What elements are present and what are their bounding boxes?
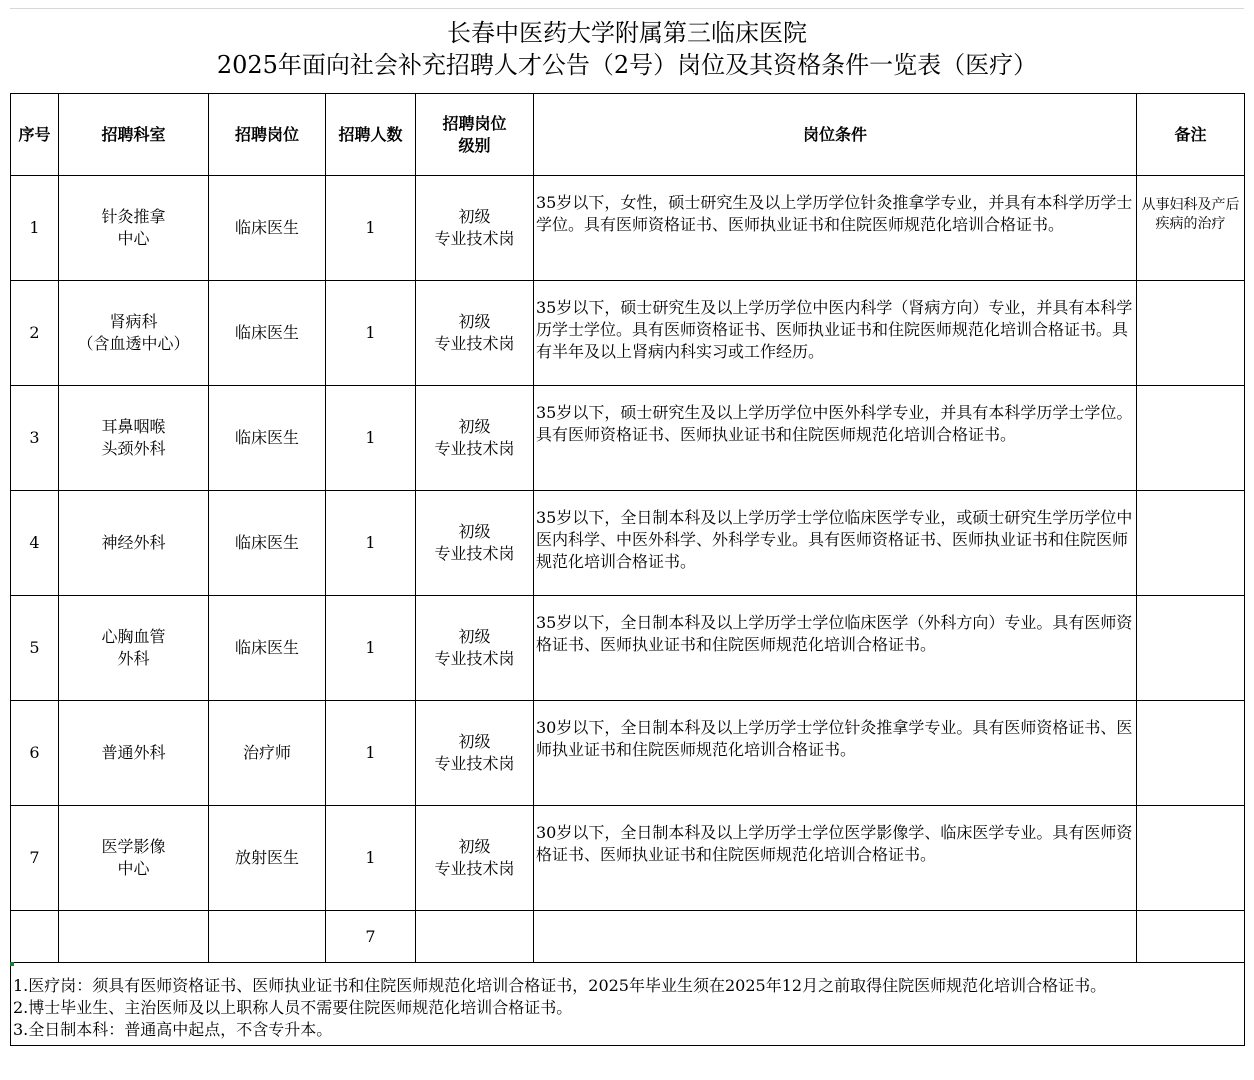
cell-level bbox=[416, 806, 534, 911]
level-line2: 专业技术岗 bbox=[434, 229, 515, 248]
dept-line1: 医学影像 bbox=[101, 837, 166, 856]
cell-conditions: 30岁以下，全日制本科及以上学历学士学位针灸推拿学专业。具有医师资格证书、医师执业证书和住院医师规范化培训合格证书。 bbox=[534, 701, 1137, 806]
cell-dept bbox=[59, 281, 209, 386]
total-count: 7 bbox=[326, 911, 416, 963]
notes-row bbox=[11, 963, 1245, 1046]
cell-level bbox=[416, 596, 534, 701]
cell-seq: 5 bbox=[11, 596, 59, 701]
cell-corner-marker bbox=[10, 962, 14, 966]
level-line1: 初级 bbox=[458, 522, 491, 541]
header-remark: 备注 bbox=[1137, 94, 1245, 176]
cell-remark bbox=[1137, 281, 1245, 386]
table-row bbox=[11, 806, 1245, 911]
note-3: 3.全日制本科：普通高中起点，不含专升本。 bbox=[13, 1020, 333, 1039]
cell-remark bbox=[1137, 596, 1245, 701]
table-row bbox=[11, 176, 1245, 281]
cell-level bbox=[416, 386, 534, 491]
cell-level bbox=[416, 701, 534, 806]
cell-count: 1 bbox=[326, 491, 416, 596]
table-row bbox=[11, 596, 1245, 701]
cell-count: 1 bbox=[326, 386, 416, 491]
cell-dept bbox=[59, 596, 209, 701]
level-line1: 初级 bbox=[458, 417, 491, 436]
cell-position: 治疗师 bbox=[209, 701, 326, 806]
level-line2: 专业技术岗 bbox=[434, 334, 515, 353]
dept-line1: 神经外科 bbox=[101, 533, 166, 552]
cell-count: 1 bbox=[326, 176, 416, 281]
total-cell-dept bbox=[59, 911, 209, 963]
cell-count: 1 bbox=[326, 806, 416, 911]
table-row bbox=[11, 701, 1245, 806]
level-line1: 初级 bbox=[458, 312, 491, 331]
cell-seq: 6 bbox=[11, 701, 59, 806]
table-row bbox=[11, 491, 1245, 596]
dept-line1: 心胸血管 bbox=[101, 627, 166, 646]
level-line2: 专业技术岗 bbox=[434, 439, 515, 458]
cell-seq: 2 bbox=[11, 281, 59, 386]
cell-conditions: 35岁以下，全日制本科及以上学历学士学位临床医学专业，或硕士研究生学历学位中医内科学、中医外科学、外科学专业。具有医师资格证书、医师执业证书和住院医师规范化培训合格证书。 bbox=[534, 491, 1137, 596]
title-line-1: 长春中医药大学附属第三临床医院 bbox=[447, 19, 807, 47]
header-level-line1: 招聘岗位 bbox=[442, 113, 507, 133]
cell-dept bbox=[59, 806, 209, 911]
dept-line2: （含血透中心） bbox=[77, 334, 190, 353]
header-row bbox=[11, 94, 1245, 176]
document-title bbox=[10, 8, 1244, 93]
cell-dept bbox=[59, 386, 209, 491]
header-dept: 招聘科室 bbox=[59, 94, 209, 176]
cell-remark bbox=[1137, 386, 1245, 491]
table-row bbox=[11, 281, 1245, 386]
cell-position: 临床医生 bbox=[209, 596, 326, 701]
notes-cell bbox=[11, 963, 1245, 1046]
cell-level bbox=[416, 176, 534, 281]
cell-conditions: 35岁以下，硕士研究生及以上学历学位中医外科学专业，并具有本科学历学士学位。具有医师资格证书、医师执业证书和住院医师规范化培训合格证书。 bbox=[534, 386, 1137, 491]
level-line1: 初级 bbox=[458, 837, 491, 856]
cell-dept bbox=[59, 491, 209, 596]
dept-line1: 针灸推拿 bbox=[101, 207, 166, 226]
cell-position: 临床医生 bbox=[209, 281, 326, 386]
cell-remark bbox=[1137, 701, 1245, 806]
level-line1: 初级 bbox=[458, 627, 491, 646]
cell-conditions: 35岁以下，全日制本科及以上学历学士学位临床医学（外科方向）专业。具有医师资格证书、医师执业证书和住院医师规范化培训合格证书。 bbox=[534, 596, 1137, 701]
cell-remark bbox=[1137, 491, 1245, 596]
level-line1: 初级 bbox=[458, 732, 491, 751]
total-cell-level bbox=[416, 911, 534, 963]
cell-count: 1 bbox=[326, 596, 416, 701]
cell-seq: 7 bbox=[11, 806, 59, 911]
cell-seq: 3 bbox=[11, 386, 59, 491]
cell-position: 放射医生 bbox=[209, 806, 326, 911]
cell-remark bbox=[1137, 806, 1245, 911]
header-position: 招聘岗位 bbox=[209, 94, 326, 176]
cell-count: 1 bbox=[326, 701, 416, 806]
cell-conditions: 35岁以下，女性，硕士研究生及以上学历学位针灸推拿学专业，并具有本科学历学士学位。具有医师资格证书、医师执业证书和住院医师规范化培训合格证书。 bbox=[534, 176, 1137, 281]
cell-seq: 1 bbox=[11, 176, 59, 281]
note-1: 1.医疗岗：须具有医师资格证书、医师执业证书和住院医师规范化培训合格证书，2025年毕业生须在2025年12月之前取得住院医师规范化培训合格证书。 bbox=[13, 976, 1107, 995]
total-row bbox=[11, 911, 1245, 963]
dept-line2: 头颈外科 bbox=[101, 439, 166, 458]
header-level bbox=[416, 94, 534, 176]
table-row bbox=[11, 386, 1245, 491]
dept-line2: 外科 bbox=[117, 649, 150, 668]
cell-position: 临床医生 bbox=[209, 491, 326, 596]
total-cell-seq bbox=[11, 911, 59, 963]
cell-dept bbox=[59, 176, 209, 281]
header-level-line2: 级别 bbox=[458, 135, 491, 155]
dept-line2: 中心 bbox=[117, 229, 150, 248]
total-cell-position bbox=[209, 911, 326, 963]
cell-level bbox=[416, 281, 534, 386]
level-line2: 专业技术岗 bbox=[434, 649, 515, 668]
dept-line2: 中心 bbox=[117, 859, 150, 878]
level-line2: 专业技术岗 bbox=[434, 544, 515, 563]
positions-table bbox=[10, 93, 1245, 1046]
cell-position: 临床医生 bbox=[209, 386, 326, 491]
total-cell-remark bbox=[1137, 911, 1245, 963]
cell-conditions: 30岁以下，全日制本科及以上学历学士学位医学影像学、临床医学专业。具有医师资格证书、医师执业证书和住院医师规范化培训合格证书。 bbox=[534, 806, 1137, 911]
level-line2: 专业技术岗 bbox=[434, 859, 515, 878]
level-line1: 初级 bbox=[458, 207, 491, 226]
total-cell-conditions bbox=[534, 911, 1137, 963]
dept-line1: 耳鼻咽喉 bbox=[101, 417, 166, 436]
cell-count: 1 bbox=[326, 281, 416, 386]
cell-seq: 4 bbox=[11, 491, 59, 596]
cell-position: 临床医生 bbox=[209, 176, 326, 281]
header-count: 招聘人数 bbox=[326, 94, 416, 176]
cell-dept bbox=[59, 701, 209, 806]
cell-level bbox=[416, 491, 534, 596]
cell-remark: 从事妇科及产后疾病的治疗 bbox=[1137, 176, 1245, 281]
cell-conditions: 35岁以下，硕士研究生及以上学历学位中医内科学（肾病方向）专业，并具有本科学历学士学位。具有医师资格证书、医师执业证书和住院医师规范化培训合格证书。具有半年及以上肾病内科实习或工作经历。 bbox=[534, 281, 1137, 386]
title-line-2: 2025年面向社会补充招聘人才公告（2号）岗位及其资格条件一览表（医疗） bbox=[216, 51, 1038, 79]
header-seq: 序号 bbox=[11, 94, 59, 176]
level-line2: 专业技术岗 bbox=[434, 754, 515, 773]
header-conditions: 岗位条件 bbox=[534, 94, 1137, 176]
dept-line1: 肾病科 bbox=[109, 312, 158, 331]
dept-line1: 普通外科 bbox=[101, 743, 166, 762]
note-2: 2.博士毕业生、主治医师及以上职称人员不需要住院医师规范化培训合格证书。 bbox=[13, 998, 573, 1017]
